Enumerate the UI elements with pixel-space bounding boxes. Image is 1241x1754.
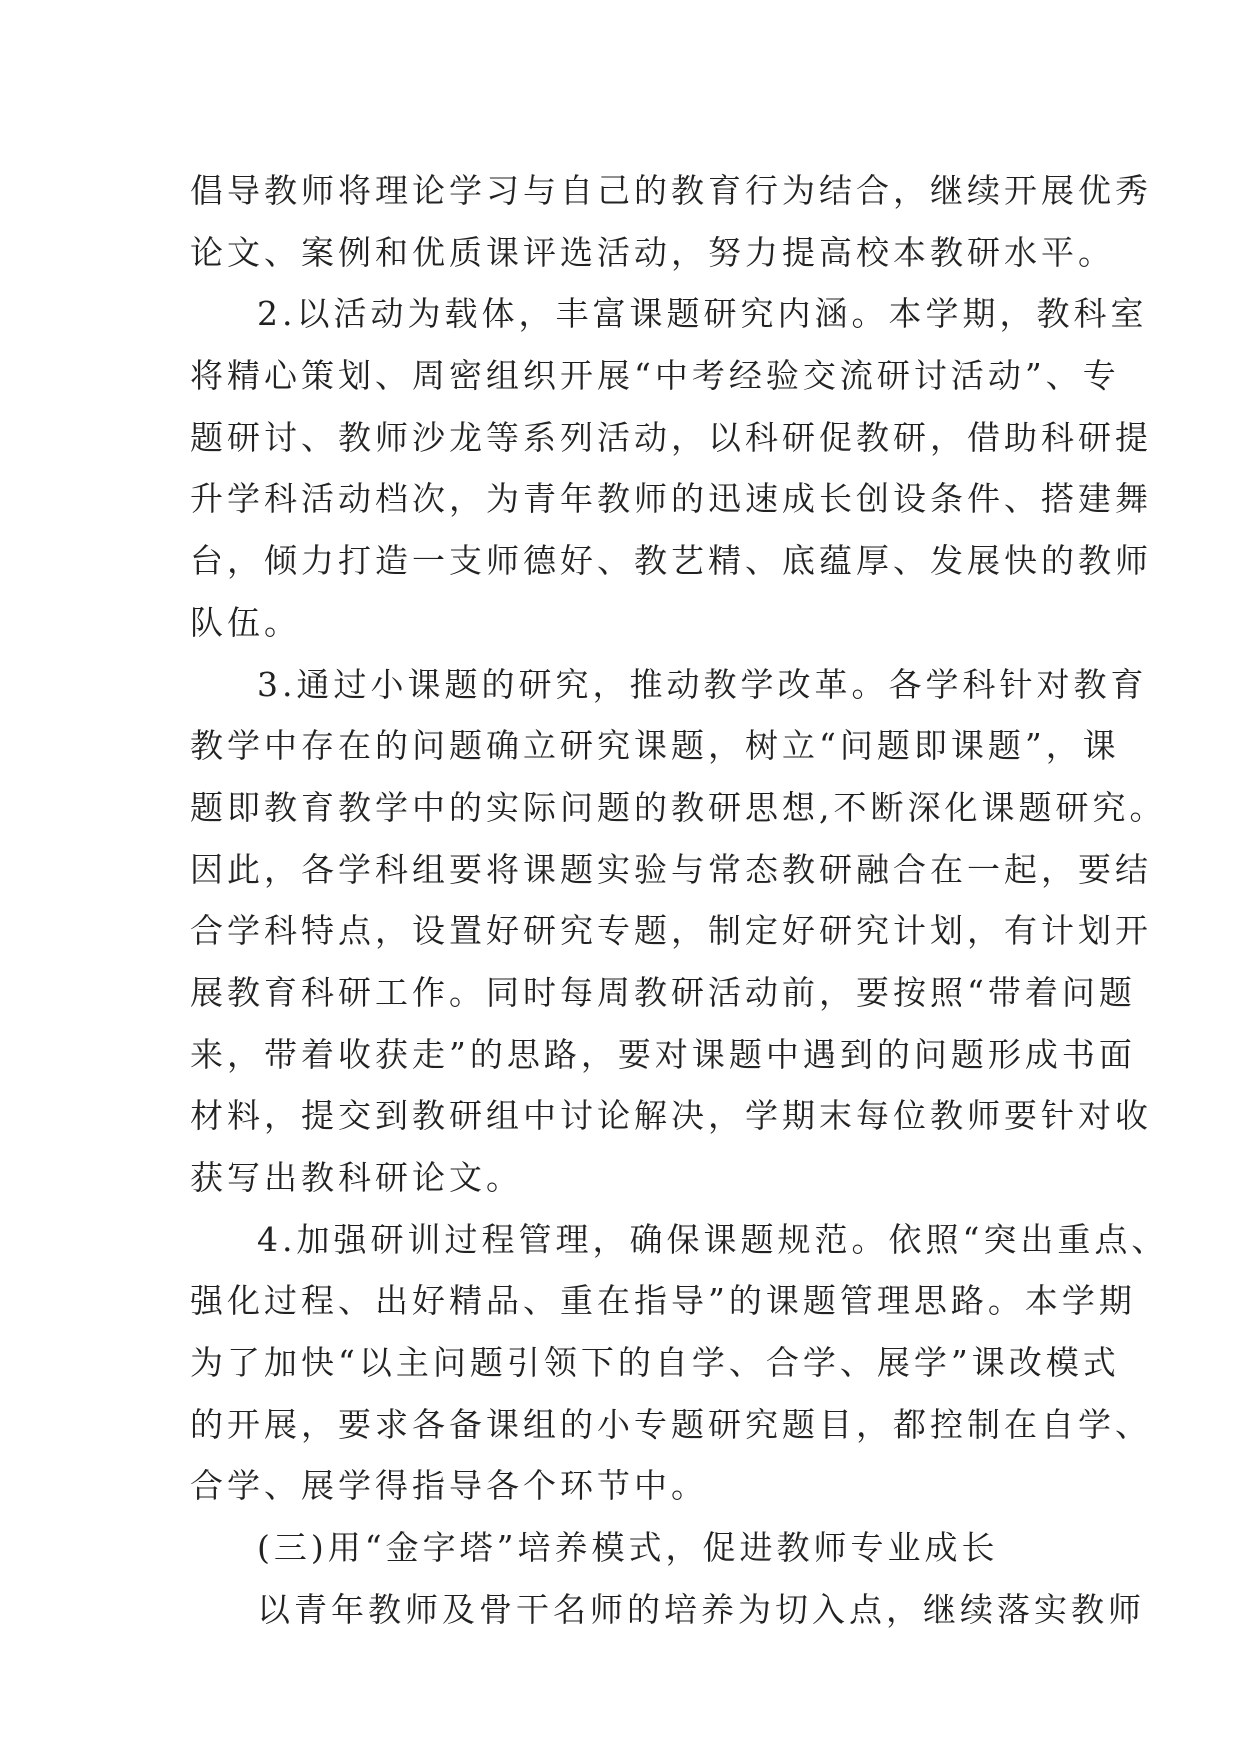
section-heading: (三)用“金字塔”培养模式，促进教师专业成长 <box>257 1528 999 1568</box>
text-line: 论文、案例和优质课评选活动，努力提高校本教研水平。 <box>190 232 1115 272</box>
text-line: 升学科活动档次，为青年教师的迅速成长创设条件、搭建舞 <box>190 479 1152 519</box>
text-line: 教学中存在的问题确立研究课题，树立“问题即课题”，课 <box>190 726 1120 766</box>
text-line: 以青年教师及骨干名师的培养为切入点，继续落实教师 <box>257 1589 1145 1629</box>
text-line: 将精心策划、周密组织开展“中考经验交流研讨活动”、专 <box>190 356 1120 396</box>
text-line: 4.加强研训过程管理，确保课题规范。依照“突出重点、 <box>257 1219 1169 1259</box>
text-line: 题即教育教学中的实际问题的教研思想,不断深化课题研究。 <box>190 787 1167 827</box>
text-line: 为了加快“以主问题引领下的自学、合学、展学”课改模式 <box>190 1343 1120 1383</box>
text-line: 材料，提交到教研组中讨论解决，学期末每位教师要针对收 <box>190 1096 1152 1136</box>
text-line: 倡导教师将理论学习与自己的教育行为结合，继续开展优秀 <box>190 171 1152 210</box>
text-line: 来，带着收获走”的思路，要对课题中遇到的问题形成书面 <box>190 1034 1136 1074</box>
document-body <box>190 160 1169 1641</box>
text-line: 展教育科研工作。同时每周教研活动前，要按照“带着问题 <box>190 972 1136 1012</box>
text-line: 获写出教科研论文。 <box>190 1158 523 1197</box>
text-line: 合学科特点，设置好研究专题，制定好研究计划，有计划开 <box>190 911 1152 951</box>
text-line: 强化过程、出好精品、重在指导”的课题管理思路。本学期 <box>190 1281 1136 1321</box>
text-line: 题研讨、教师沙龙等系列活动，以科研促教研，借助科研提 <box>190 417 1152 457</box>
text-line: 2.以活动为载体，丰富课题研究内涵。本学期，教科室 <box>257 294 1148 334</box>
text-line: 台，倾力打造一支师德好、教艺精、底蕴厚、发展快的教师 <box>190 541 1152 581</box>
text-line: 因此，各学科组要将课题实验与常态教研融合在一起，要结 <box>190 849 1152 889</box>
text-line: 合学、展学得指导各个环节中。 <box>190 1466 708 1506</box>
text-line: 3.通过小课题的研究，推动教学改革。各学科针对教育 <box>257 664 1148 704</box>
text-line: 的开展，要求各备课组的小专题研究题目，都控制在自学、 <box>190 1404 1152 1444</box>
text-line: 队伍。 <box>190 602 301 642</box>
